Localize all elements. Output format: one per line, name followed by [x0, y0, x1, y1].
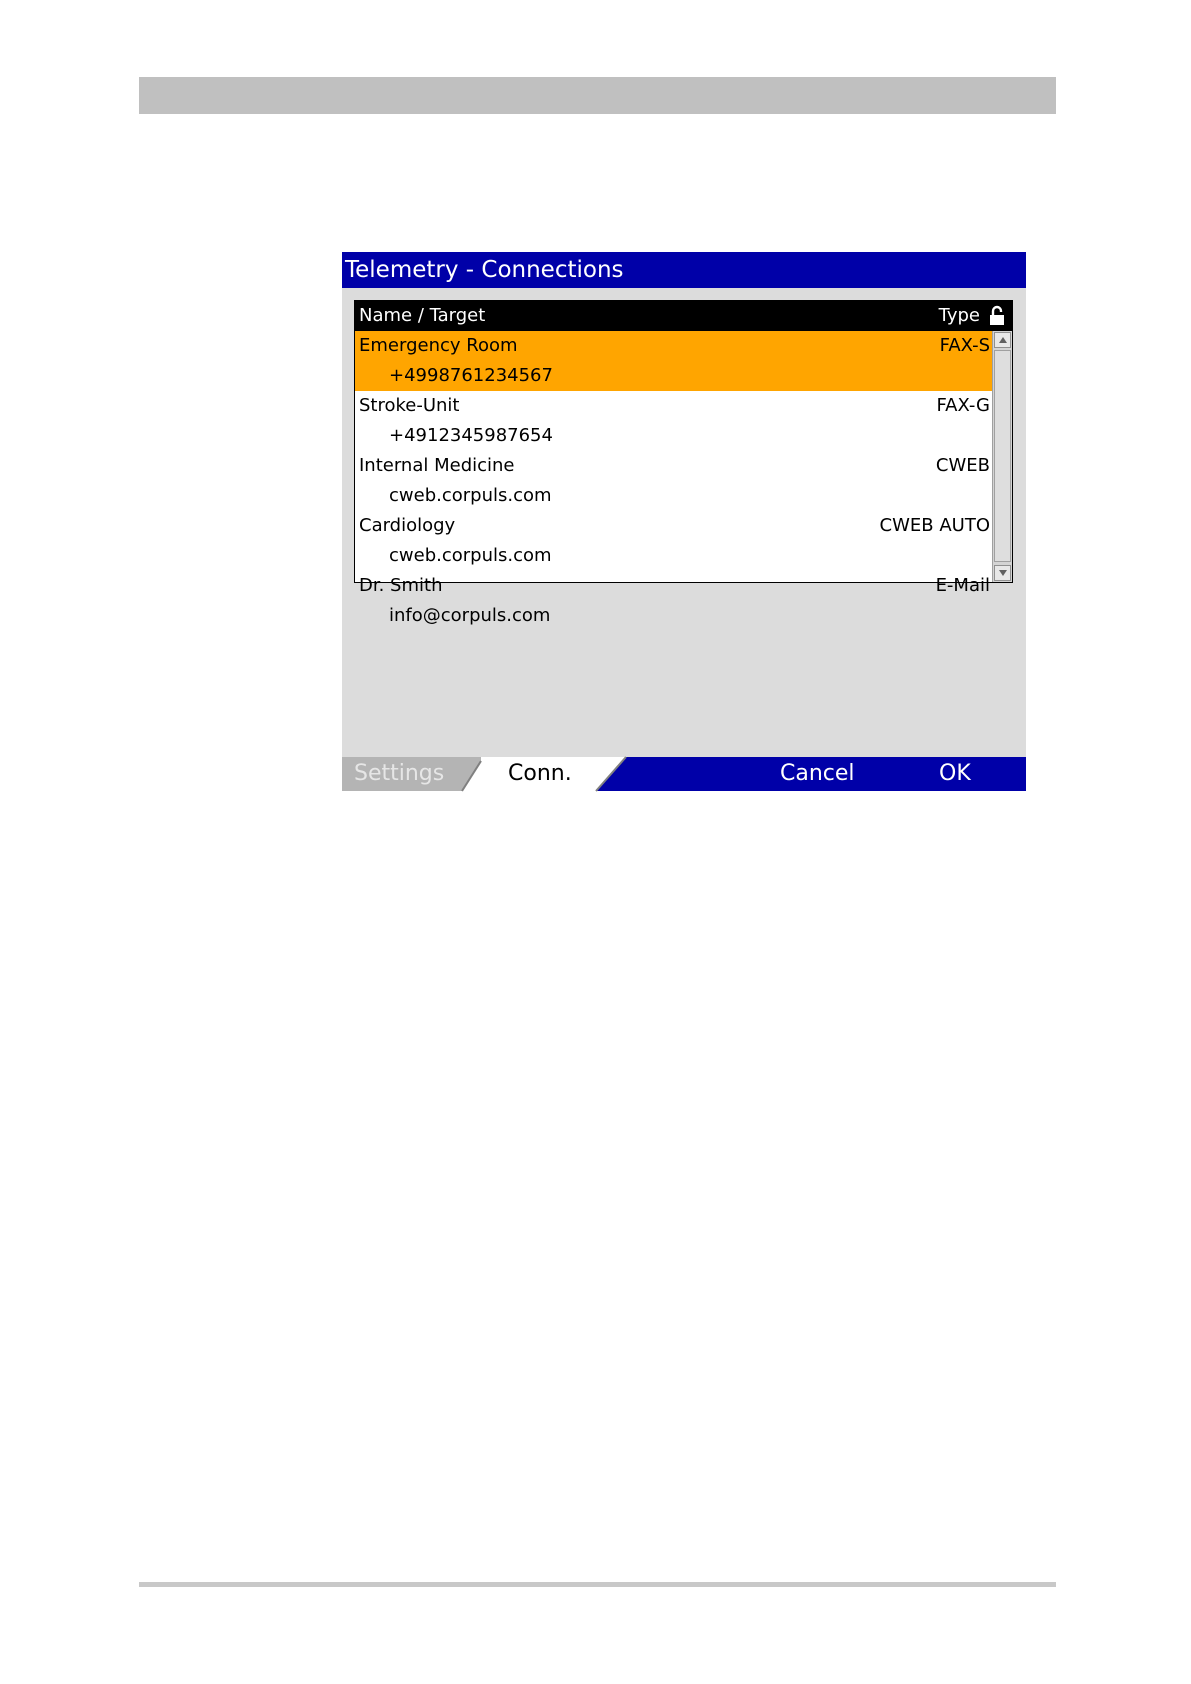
- list-item[interactable]: [355, 571, 992, 631]
- lock-icon: [988, 306, 1006, 326]
- entry-type: E-Mail: [935, 575, 990, 596]
- entry-type: FAX-S: [939, 335, 990, 356]
- softkey-bar-background: [342, 757, 1026, 791]
- window-title: Telemetry - Connections: [342, 252, 1026, 288]
- entry-target: +4912345987654: [389, 425, 553, 446]
- list-item[interactable]: [355, 331, 992, 391]
- list-header: [355, 301, 1012, 331]
- entry-target: +4998761234567: [389, 365, 553, 386]
- entry-target: cweb.corpuls.com: [389, 485, 552, 506]
- list-item[interactable]: [355, 511, 992, 571]
- tab-connections[interactable]: Conn.: [508, 761, 572, 786]
- arrow-down-icon: [998, 569, 1008, 577]
- list-item[interactable]: [355, 391, 992, 451]
- scroll-down-button[interactable]: [994, 565, 1011, 581]
- entry-name: Stroke-Unit: [359, 395, 460, 416]
- entry-name: Dr. Smith: [359, 575, 443, 596]
- tab-settings[interactable]: Settings: [354, 761, 445, 786]
- entry-name: Cardiology: [359, 515, 456, 536]
- page-header-band: [139, 77, 1056, 114]
- entry-target: cweb.corpuls.com: [389, 545, 552, 566]
- entry-type: FAX-G: [936, 395, 990, 416]
- softkey-bar: [342, 757, 1026, 791]
- cancel-button[interactable]: Cancel: [780, 761, 855, 786]
- scroll-thumb[interactable]: [994, 350, 1011, 562]
- column-header-type: Type: [938, 305, 980, 326]
- scroll-up-button[interactable]: [994, 332, 1011, 348]
- entry-type: CWEB AUTO: [879, 515, 990, 536]
- arrow-up-icon: [998, 336, 1008, 344]
- ok-button[interactable]: OK: [939, 761, 971, 786]
- entry-name: Internal Medicine: [359, 455, 515, 476]
- entry-target: info@corpuls.com: [389, 605, 551, 626]
- page-footer-rule: [139, 1582, 1056, 1587]
- entry-type: CWEB: [935, 455, 990, 476]
- list-item[interactable]: [355, 451, 992, 511]
- entry-name: Emergency Room: [359, 335, 518, 356]
- list-rows: [355, 331, 992, 631]
- connections-list: [354, 300, 1013, 626]
- list-scrollbar[interactable]: [992, 331, 1012, 582]
- column-header-name-target: Name / Target: [359, 305, 486, 326]
- telemetry-connections-screen: [342, 252, 1026, 791]
